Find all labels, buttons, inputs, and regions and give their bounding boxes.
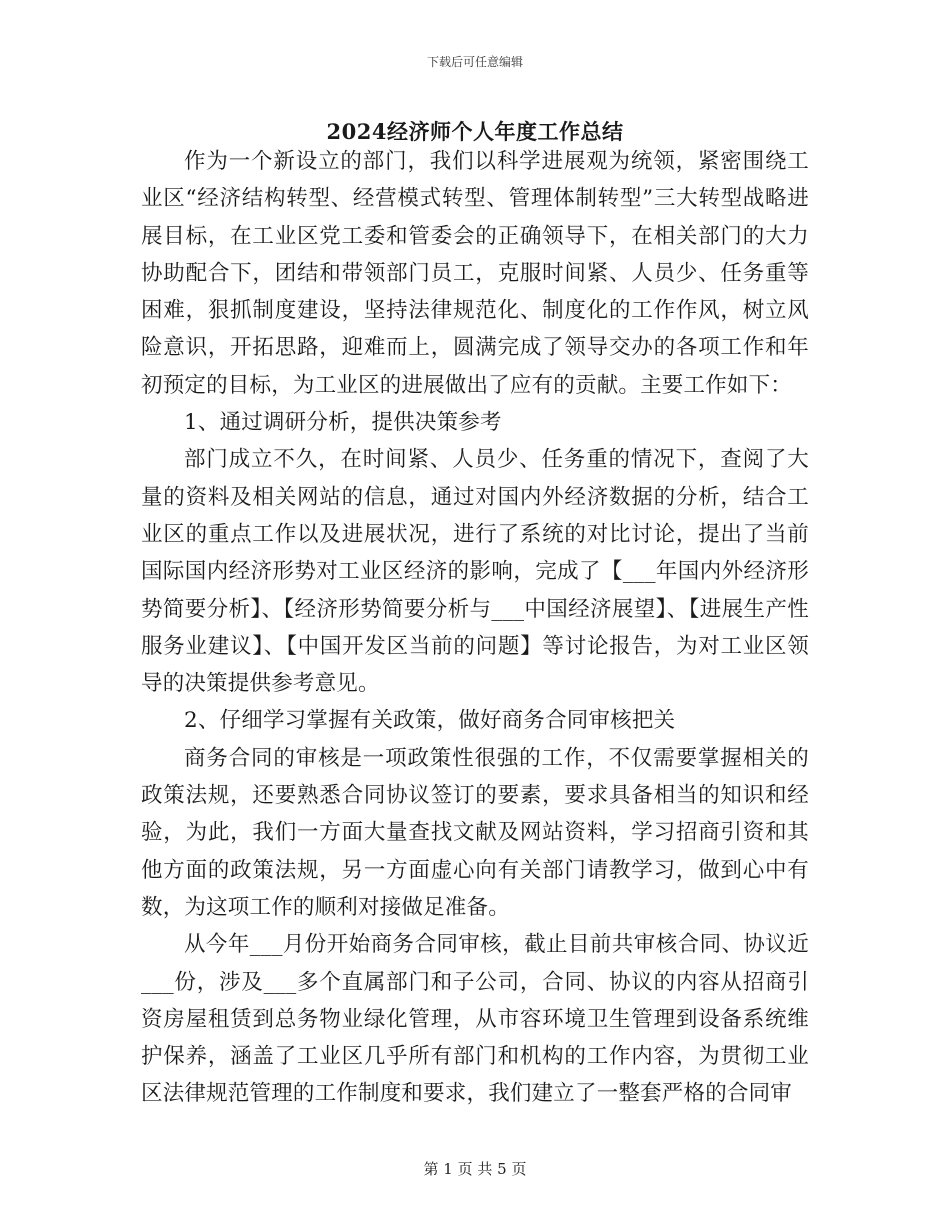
document-body (141, 143, 809, 1113)
page-indicator: 第 1 页 共 5 页 (423, 1160, 527, 1178)
paragraph-intro: 作为一个新设立的部门，我们以科学进展观为统领，紧密围绕工业区“经济结构转型、经营模式转型、管理体制转型”三大转型战略进展目标，在工业区党工委和管委会的正确领导下，在相关部门的大力协助配合下，团结和带领部门员工，克服时间紧、人员少、任务重等困难，狠抓制度建设，坚持法律规范化、制度化的工作作风，树立风险意识，开拓思路，迎难而上，圆满完成了领导交办的各项工作和年初预定的目标，为工业区的进展做出了应有的贡献。主要工作如下： (141, 149, 809, 398)
paragraph-contract-stats: 从今年___月份开始商务合同审核，截止目前共审核合同、协议近___份，涉及___多个直属部门和子公司，合同、协议的内容从招商引资房屋租赁到总务物业绿化管理，从市容环境卫生管理到设备系统维护保养，涵盖了工业区几乎所有部门和机构的工作内容，为贯彻工业区法律规范管理的工作制度和要求，我们建立了一整套严格的合同审 (141, 932, 809, 1107)
paragraph-research: 部门成立不久，在时间紧、人员少、任务重的情况下，查阅了大量的资料及相关网站的信息，通过对国内外经济数据的分析，结合工业区的重点工作以及进展状况，进行了系统的对比讨论，提出了当前国际国内经济形势对工业区经济的影响，完成了【___年国内外经济形势简要分析】、【经济形势简要分析与___中国经济展望】、【进展生产性服务业建议】、【中国开发区当前的问题】等讨论报告，为对工业区领导的决策提供参考意见。 (141, 447, 809, 697)
paragraph-contract-review: 商务合同的审核是一项政策性很强的工作，不仅需要掌握相关的政策法规，还要熟悉合同协议签订的要素，要求具备相当的知识和经验，为此，我们一方面大量查找文献及网站资料，学习招商引资和其他方面的政策法规，另一方面虚心向有关部门请教学习，做到心中有数，为这项工作的顺利对接做足准备。 (141, 745, 809, 920)
section-heading-2: 2、仔细学习掌握有关政策，做好商务合同审核把关 (184, 708, 676, 734)
header-note: 下载后可任意编辑 (426, 55, 523, 69)
document-title: 2024经济师个人年度工作总结 (326, 119, 624, 144)
section-heading-1: 1、通过调研分析，提供决策参考 (184, 410, 502, 436)
